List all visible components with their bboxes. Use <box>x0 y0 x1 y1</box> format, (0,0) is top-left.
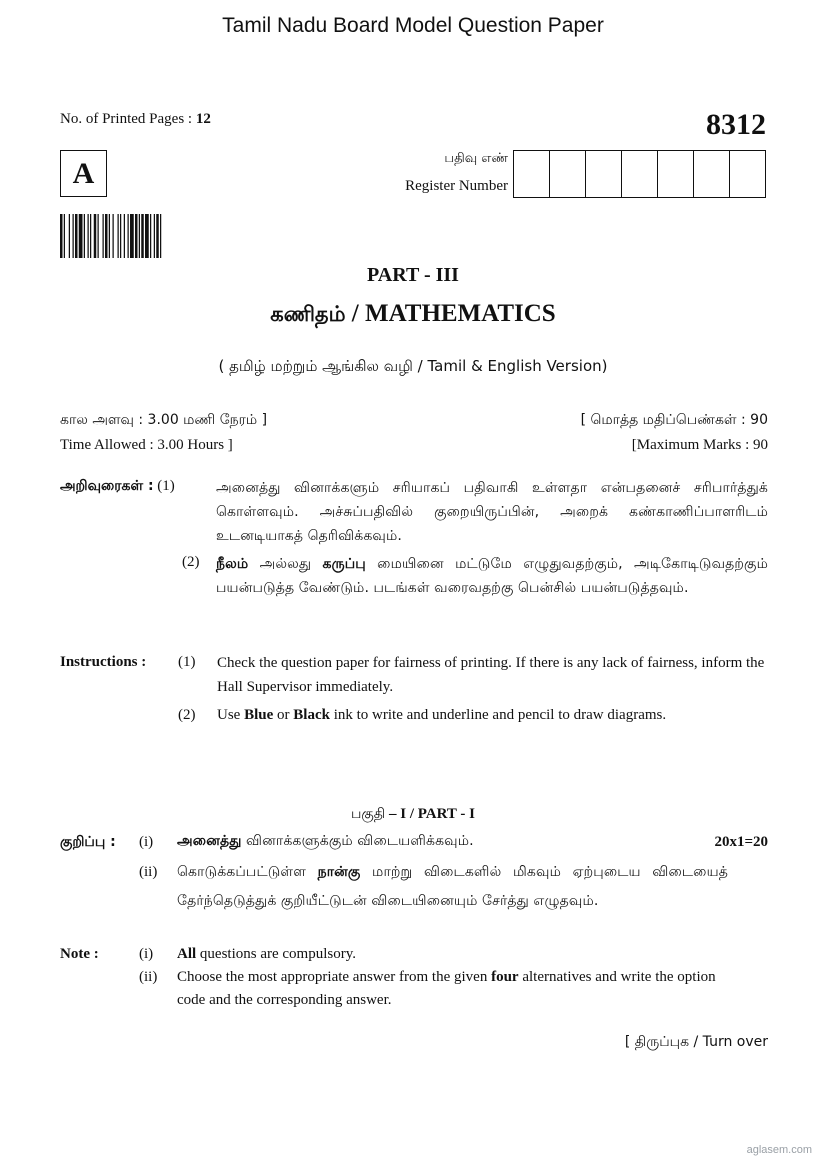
section-title-english: – I / PART - I <box>385 806 475 822</box>
barcode-bar <box>154 214 155 258</box>
part-title: PART - III <box>367 264 459 286</box>
instruction-tamil-2 <box>216 552 768 600</box>
or-word: or <box>273 707 294 723</box>
barcode-bar <box>73 214 74 258</box>
blue-word-tamil: நீலம் <box>216 556 249 572</box>
instruction-tamil-2-rest: மையினை மட்டுமே எழுதுவதற்கும், அடிகோடிடுவதற்கும் பயன்படுத்த வேண்டும். படங்கள் வரைவதற்கு பென்சில் பயன்படுத்தவும். <box>216 556 768 596</box>
note-english-1 <box>177 946 356 963</box>
barcode-bar <box>109 214 110 258</box>
time-allowed-tamil: கால அளவு : 3.00 மணி நேரம் ] <box>60 412 268 428</box>
register-digit-box <box>585 151 621 197</box>
register-digit-box <box>729 151 765 197</box>
barcode-bar <box>145 214 149 258</box>
register-digit-box <box>621 151 657 197</box>
note-tamil-1-rest: வினாக்களுக்கும் விடையளிக்கவும். <box>241 833 474 849</box>
barcode-bar <box>79 214 83 258</box>
barcode-bar <box>75 214 78 258</box>
time-allowed: Time Allowed : 3.00 Hours ] <box>60 437 233 453</box>
printed-pages-label: No. of Printed Pages : <box>60 111 193 127</box>
blue-word: Blue <box>244 707 274 723</box>
register-digit-box <box>514 151 549 197</box>
note-english-1-rest: questions are compulsory. <box>196 946 357 962</box>
barcode-bar <box>150 214 151 258</box>
four-word-tamil: நான்கு <box>317 864 361 880</box>
section-marks: 20x1=20 <box>714 834 768 850</box>
barcode-bar <box>141 214 144 258</box>
note-number: (ii) <box>139 969 158 985</box>
note-english-2-start: Choose the most appropriate answer from the given <box>177 969 492 985</box>
max-marks: [Maximum Marks : 90 <box>631 437 768 453</box>
instruction-number: (1) <box>157 478 175 494</box>
subject-title <box>0 300 826 329</box>
barcode-bar <box>60 214 63 258</box>
or-word-tamil: அல்லது <box>248 556 323 572</box>
instructions-tamil-label: அறிவுரைகள் : <box>60 478 154 494</box>
barcode-bar <box>105 214 108 258</box>
barcode-bar <box>94 214 97 258</box>
register-digit-box <box>693 151 729 197</box>
watermark: aglasem.com <box>746 1144 812 1156</box>
subject-separator: / <box>345 300 365 327</box>
register-digit-box <box>549 151 585 197</box>
section-title-tamil: பகுதி <box>350 806 386 822</box>
barcode-bar <box>120 214 121 258</box>
barcode-bar <box>156 214 159 258</box>
barcode-bar <box>84 214 85 258</box>
barcode-bar <box>113 214 114 258</box>
note-number: (ii) <box>139 864 158 880</box>
instructions-tamil-heading <box>60 478 175 496</box>
turn-over: [ திருப்புக / Turn over <box>624 1034 768 1050</box>
register-digit-box <box>657 151 693 197</box>
note-tamil-2-start: கொடுக்கப்பட்டுள்ள <box>177 864 318 880</box>
note-tamil-1 <box>177 833 474 851</box>
note-heading: Note : <box>60 946 99 962</box>
barcode-bar <box>139 214 140 258</box>
instruction-number: (1) <box>178 654 196 670</box>
barcode-bar <box>103 214 104 258</box>
note-english-2 <box>177 966 732 1012</box>
series-box: A <box>60 150 107 197</box>
printed-pages <box>60 111 211 128</box>
register-label: Register Number <box>405 178 508 194</box>
subject-title-english: MATHEMATICS <box>364 300 556 327</box>
instruction-number: (2) <box>178 707 196 723</box>
barcode-bar <box>128 214 129 258</box>
barcode-bar <box>118 214 119 258</box>
register-number-boxes <box>513 150 766 198</box>
section-title <box>0 806 826 824</box>
instructions-heading: Instructions : <box>60 654 147 670</box>
barcode-bar <box>124 214 125 258</box>
all-word-tamil: அனைத்து <box>177 833 242 849</box>
note-number: (i) <box>139 834 154 850</box>
instruction-english-1: Check the question paper for fairness of printing. If there is any lack of fairness, inform the Hall Supervisor immediately. <box>217 655 765 695</box>
barcode-bar <box>90 214 91 258</box>
subject-title-tamil: கணிதம் <box>270 302 346 326</box>
note-tamil-2-rest: மாற்று விடைகளில் மிகவும் ஏற்புடைய விடையைத் தேர்ந்தெடுத்துக் குறியீட்டுடன் விடையினையும் சேர்த்து எழுதவும். <box>177 864 729 909</box>
barcode-bar <box>160 214 161 258</box>
barcode-bar <box>130 214 134 258</box>
instruction-english-2 <box>217 703 770 727</box>
four-word: four <box>491 969 519 985</box>
register-label-tamil: பதிவு எண் <box>444 151 508 166</box>
all-word: All <box>177 946 197 962</box>
paper-code: 8312 <box>706 108 766 141</box>
note-tamil-heading: குறிப்பு : <box>60 834 116 850</box>
instruction-tamil-1: அனைத்து வினாக்களும் சரியாகப் பதிவாகி உள்ளதா என்பதனைச் சரிபார்த்துக் கொள்ளவும். அச்சுப்பதிவில் குறையிருப்பின், அறைக் கண்காணிப்பாளரிடம் உடனடியாகத் தெரிவிக்கவும். <box>216 480 768 544</box>
barcode-bar <box>98 214 99 258</box>
barcode-bar <box>135 214 138 258</box>
max-marks-tamil: [ மொத்த மதிப்பெண்கள் : 90 <box>580 412 768 428</box>
note-number: (i) <box>139 946 154 962</box>
note-tamil-2 <box>177 858 728 916</box>
barcode-bar <box>88 214 89 258</box>
black-word-tamil: கருப்பு <box>322 556 366 572</box>
instruction-number: (2) <box>182 554 200 570</box>
printed-pages-value: 12 <box>195 111 211 127</box>
note-english-2-rest: alternatives and write the option code and the corresponding answer. <box>177 969 716 1008</box>
use-word: Use <box>217 707 245 723</box>
barcode-bar <box>69 214 70 258</box>
black-word: Black <box>293 707 330 723</box>
barcode-image <box>60 214 240 258</box>
barcode-bar <box>64 214 65 258</box>
version-line: ( தமிழ் மற்றும் ஆங்கில வழி / Tamil & English Version) <box>218 357 608 375</box>
instruction-english-2-rest: ink to write and underline and pencil to draw diagrams. <box>329 707 667 723</box>
page-header-title: Tamil Nadu Board Model Question Paper <box>222 14 604 37</box>
